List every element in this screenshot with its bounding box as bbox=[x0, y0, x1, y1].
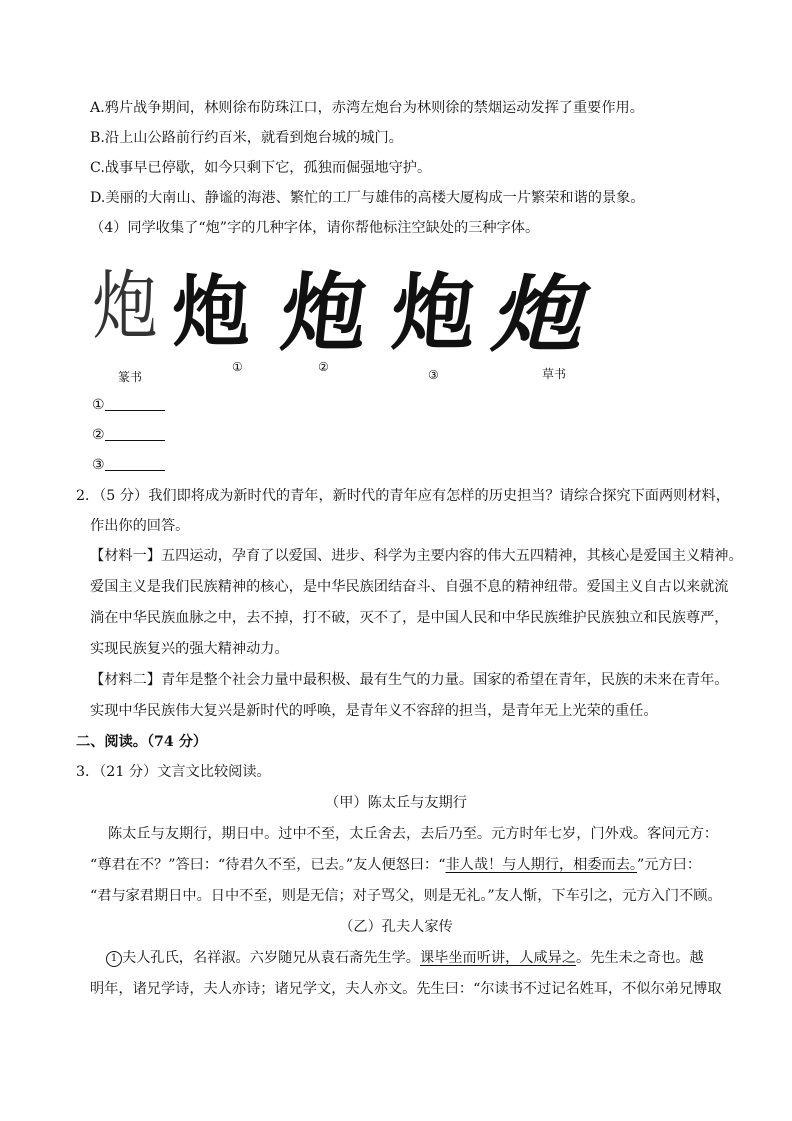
option-d: D.美丽的大南山、静谧的海港、繁忙的工厂与雄伟的高楼大厦构成一片繁荣和谐的景象。 bbox=[90, 190, 645, 206]
font-glyph-2: 炮 bbox=[275, 264, 373, 364]
underlined-sentence: 课毕坐而听讲，人咸异之 bbox=[419, 950, 577, 966]
seal-script-glyph: 炮 bbox=[92, 262, 158, 351]
material-1-line-1: 【材料一】五四运动，孕育了以爱国、进步、科学为主要内容的伟大五四精神，其核心是爱国主义精神。 bbox=[90, 548, 743, 564]
question-part-4: （4）同学收集了“炮”字的几种字体，请你帮他标注空缺处的三种字体。 bbox=[90, 220, 540, 236]
text-segment: “尊君在不？”答曰：“待君久不至，已去。”友人便怒曰：“ bbox=[90, 857, 446, 873]
paragraph-number: 1 bbox=[106, 951, 122, 967]
option-a: A.鸦片战争期间，林则徐布防珠江口，赤湾左炮台为林则徐的禁烟运动发挥了重要作用。 bbox=[90, 100, 644, 116]
cursive-script-glyph: 炮 bbox=[483, 266, 601, 364]
passage-jia-line-3: “君与家君期日中。日中不至，则是无信；对子骂父，则是无礼。”友人惭，下车引之，元方入门不顾。 bbox=[90, 888, 722, 904]
caption-mark-3: ③ bbox=[428, 368, 439, 382]
q2-line-2: 作出你的回答。 bbox=[90, 518, 190, 534]
blank-line bbox=[105, 426, 165, 441]
text-segment: 。先生未之奇也。越 bbox=[576, 950, 704, 966]
passage-jia-line-2 bbox=[90, 855, 701, 875]
blank-line bbox=[105, 396, 165, 411]
underlined-sentence: 非人哉！与人期行，相委而去。 bbox=[445, 857, 638, 873]
blank-line bbox=[105, 456, 165, 471]
answer-blank-2[interactable] bbox=[92, 425, 165, 445]
option-c: C.战事早已停歇，如今只剩下它，孤独而倔强地守护。 bbox=[90, 160, 432, 176]
material-2-line-1: 【材料二】青年是整个社会力量中最积极、最有生气的力量。国家的希望在青年，民族的未来在青年。 bbox=[90, 672, 729, 688]
material-1-line-3: 淌在中华民族血脉之中，去不掉，打不破，灭不了，是中国人民和中华民族维护民族独立和民族尊严， bbox=[90, 610, 729, 626]
answer-blank-1[interactable] bbox=[92, 395, 165, 415]
passage-jia-title: （甲）陈太丘与友期行 bbox=[325, 795, 467, 811]
font-glyph-3: 炮 bbox=[388, 263, 480, 362]
passage-jia-line-1: 陈太丘与友期行，期日中。过中不至，太丘舍去，去后乃至。元方时年七岁，门外戏。客问元方： bbox=[108, 826, 719, 842]
passage-yi-title: （乙）孔夫人家传 bbox=[339, 919, 453, 935]
material-1-line-4: 实现民族复兴的强大精神动力。 bbox=[90, 641, 289, 657]
caption-seal-script: 篆书 bbox=[118, 370, 143, 384]
passage-yi-line-1 bbox=[106, 948, 704, 968]
blank-number: ① bbox=[92, 397, 105, 413]
caption-mark-1: ① bbox=[232, 360, 243, 374]
material-1-line-2: 爱国主义是我们民族精神的核心，是中华民族团结奋斗、自强不息的精神纽带。爱国主义自古以来就流 bbox=[90, 579, 729, 595]
caption-cursive-script: 草书 bbox=[542, 367, 567, 381]
answer-blank-3[interactable] bbox=[92, 455, 165, 475]
section-heading: 二、阅读。（74 分） bbox=[76, 734, 208, 750]
blank-number: ② bbox=[92, 427, 105, 443]
text-segment: 夫人孔氏，名祥淑。六岁随兄从袁石斋先生学。 bbox=[122, 950, 420, 966]
q3-title: 3．（21 分）文言文比较阅读。 bbox=[76, 764, 271, 780]
q2-line-1: 2．（5 分）我们即将成为新时代的青年，新时代的青年应有怎样的历史担当？请综合探究下面两则材料， bbox=[76, 488, 730, 504]
passage-yi-line-2: 明年，诸兄学诗，夫人亦诗；诸兄学文，夫人亦文。先生曰：“尔读书不过记名姓耳，不似尔弟兄博取 bbox=[90, 981, 722, 997]
calligraphy-figure bbox=[92, 244, 612, 364]
text-segment: ”元方曰： bbox=[637, 857, 702, 873]
caption-mark-2: ② bbox=[318, 360, 329, 374]
material-2-line-2: 实现中华民族伟大复兴是新时代的呼唤，是青年义不容辞的担当，是青年无上光荣的重任。 bbox=[90, 703, 658, 719]
font-glyph-1: 炮 bbox=[172, 268, 251, 358]
blank-number: ③ bbox=[92, 457, 105, 473]
option-b: B.沿上山公路前行约百米，就看到炮台城的城门。 bbox=[90, 130, 403, 146]
